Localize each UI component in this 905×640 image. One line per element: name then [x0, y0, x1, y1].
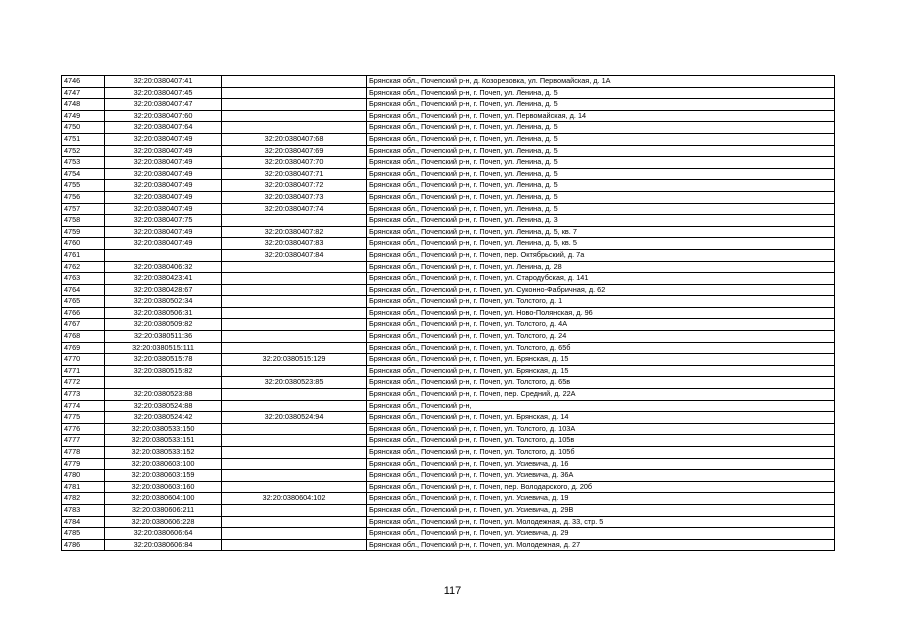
- row-number-cell: 4753: [62, 157, 105, 169]
- cadastral-number-cell: 32:20:0380407:64: [105, 122, 222, 134]
- cadastral-number-cell: 32:20:0380533:151: [105, 435, 222, 447]
- parent-cadastral-number-cell: [222, 365, 367, 377]
- address-cell: Брянская обл., Почепский р-н, г. Почеп, ул. Суконно-Фабричная, д. 62: [367, 284, 835, 296]
- parent-cadastral-number-cell: [222, 481, 367, 493]
- row-number-cell: 4755: [62, 180, 105, 192]
- cadastral-number-cell: 32:20:0380428:67: [105, 284, 222, 296]
- parent-cadastral-number-cell: [222, 296, 367, 308]
- parent-cadastral-number-cell: 32:20:0380407:72: [222, 180, 367, 192]
- row-number-cell: 4751: [62, 133, 105, 145]
- cadastral-number-cell: 32:20:0380511:36: [105, 331, 222, 343]
- row-number-cell: 4759: [62, 226, 105, 238]
- table-row: [62, 87, 835, 99]
- row-number-cell: 4777: [62, 435, 105, 447]
- table-row: [62, 168, 835, 180]
- row-number-cell: 4778: [62, 447, 105, 459]
- table-row: [62, 99, 835, 111]
- table-row: [62, 447, 835, 459]
- address-cell: Брянская обл., Почепский р-н, г. Почеп, ул. Молодежная, д. 27: [367, 539, 835, 551]
- row-number-cell: 4747: [62, 87, 105, 99]
- address-cell: Брянская обл., Почепский р-н, д. Козорезовка, ул. Первомайская, д. 1А: [367, 76, 835, 88]
- table-row: [62, 435, 835, 447]
- cadastral-number-cell: 32:20:0380423:41: [105, 273, 222, 285]
- address-cell: Брянская обл., Почепский р-н, г. Почеп, ул. Ленина, д. 5: [367, 191, 835, 203]
- address-cell: Брянская обл., Почепский р-н, г. Почеп, ул. Усиевича, д. 29: [367, 528, 835, 540]
- address-cell: Брянская обл., Почепский р-н, г. Почеп, ул. Толстого, д. 24: [367, 331, 835, 343]
- parent-cadastral-number-cell: [222, 87, 367, 99]
- table-row: [62, 365, 835, 377]
- table-row: [62, 307, 835, 319]
- parent-cadastral-number-cell: 32:20:0380407:82: [222, 226, 367, 238]
- cadastral-number-cell: 32:20:0380606:84: [105, 539, 222, 551]
- address-cell: Брянская обл., Почепский р-н, г. Почеп, ул. Толстого, д. 65в: [367, 377, 835, 389]
- cadastral-number-cell: 32:20:0380515:82: [105, 365, 222, 377]
- parent-cadastral-number-cell: [222, 539, 367, 551]
- row-number-cell: 4754: [62, 168, 105, 180]
- row-number-cell: 4757: [62, 203, 105, 215]
- parent-cadastral-number-cell: 32:20:0380407:74: [222, 203, 367, 215]
- table-row: [62, 539, 835, 551]
- parent-cadastral-number-cell: [222, 516, 367, 528]
- cadastral-number-cell: 32:20:0380502:34: [105, 296, 222, 308]
- address-cell: Брянская обл., Почепский р-н, г. Почеп, ул. Толстого, д. 1: [367, 296, 835, 308]
- table-row: [62, 423, 835, 435]
- parent-cadastral-number-cell: 32:20:0380407:83: [222, 238, 367, 250]
- address-cell: Брянская обл., Почепский р-н, г. Почеп, ул. Ленина, д. 3: [367, 215, 835, 227]
- row-number-cell: 4758: [62, 215, 105, 227]
- table-row: [62, 284, 835, 296]
- table-row: [62, 261, 835, 273]
- cadastral-number-cell: 32:20:0380407:49: [105, 168, 222, 180]
- row-number-cell: 4767: [62, 319, 105, 331]
- address-cell: Брянская обл., Почепский р-н, г. Почеп, ул. Стародубская, д. 141: [367, 273, 835, 285]
- cadastral-number-cell: 32:20:0380524:88: [105, 400, 222, 412]
- parent-cadastral-number-cell: 32:20:0380524:94: [222, 412, 367, 424]
- table-row: [62, 296, 835, 308]
- table-row: [62, 342, 835, 354]
- address-cell: Брянская обл., Почепский р-н, г. Почеп, ул. Усиевича, д. 16: [367, 458, 835, 470]
- address-cell: Брянская обл., Почепский р-н, г. Почеп, ул. Ново-Полянская, д. 96: [367, 307, 835, 319]
- row-number-cell: 4746: [62, 76, 105, 88]
- row-number-cell: 4772: [62, 377, 105, 389]
- cadastral-number-cell: 32:20:0380515:111: [105, 342, 222, 354]
- row-number-cell: 4761: [62, 249, 105, 261]
- parent-cadastral-number-cell: [222, 447, 367, 459]
- cadastral-number-cell: 32:20:0380407:75: [105, 215, 222, 227]
- table-row: [62, 412, 835, 424]
- parent-cadastral-number-cell: [222, 307, 367, 319]
- row-number-cell: 4762: [62, 261, 105, 273]
- table-row: [62, 493, 835, 505]
- table-row: [62, 273, 835, 285]
- address-cell: Брянская обл., Почепский р-н, г. Почеп, ул. Ленина, д. 5, кв. 7: [367, 226, 835, 238]
- parent-cadastral-number-cell: [222, 99, 367, 111]
- cadastral-number-cell: 32:20:0380407:41: [105, 76, 222, 88]
- row-number-cell: 4763: [62, 273, 105, 285]
- table-row: [62, 528, 835, 540]
- table-row: [62, 203, 835, 215]
- cadastral-number-cell: 32:20:0380524:42: [105, 412, 222, 424]
- parent-cadastral-number-cell: [222, 110, 367, 122]
- table-row: [62, 133, 835, 145]
- cadastral-number-cell: 32:20:0380407:47: [105, 99, 222, 111]
- address-cell: Брянская обл., Почепский р-н, г. Почеп, ул. Ленина, д. 5: [367, 87, 835, 99]
- row-number-cell: 4783: [62, 504, 105, 516]
- cadastral-number-cell: 32:20:0380606:228: [105, 516, 222, 528]
- address-cell: Брянская обл., Почепский р-н, г. Почеп, ул. Усиевича, д. 19: [367, 493, 835, 505]
- parent-cadastral-number-cell: [222, 400, 367, 412]
- table-row: [62, 331, 835, 343]
- row-number-cell: 4770: [62, 354, 105, 366]
- parent-cadastral-number-cell: [222, 273, 367, 285]
- table-row: [62, 238, 835, 250]
- cadastral-number-cell: 32:20:0380603:160: [105, 481, 222, 493]
- table-row: [62, 470, 835, 482]
- row-number-cell: 4764: [62, 284, 105, 296]
- parent-cadastral-number-cell: 32:20:0380407:73: [222, 191, 367, 203]
- parent-cadastral-number-cell: [222, 284, 367, 296]
- parent-cadastral-number-cell: [222, 389, 367, 401]
- table-row: [62, 157, 835, 169]
- row-number-cell: 4786: [62, 539, 105, 551]
- address-cell: Брянская обл., Почепский р-н, г. Почеп, ул. Ленина, д. 5: [367, 122, 835, 134]
- address-cell: Брянская обл., Почепский р-н, г. Почеп, ул. Усиевича, д. 29В: [367, 504, 835, 516]
- address-cell: Брянская обл., Почепский р-н, г. Почеп, ул. Брянская, д. 15: [367, 365, 835, 377]
- row-number-cell: 4782: [62, 493, 105, 505]
- cadastral-number-cell: [105, 377, 222, 389]
- parent-cadastral-number-cell: [222, 215, 367, 227]
- address-cell: Брянская обл., Почепский р-н, г. Почеп, ул. Толстого, д. 103А: [367, 423, 835, 435]
- cadastral-number-cell: 32:20:0380407:60: [105, 110, 222, 122]
- cadastral-number-cell: [105, 249, 222, 261]
- parent-cadastral-number-cell: 32:20:0380523:85: [222, 377, 367, 389]
- parent-cadastral-number-cell: [222, 331, 367, 343]
- table-row: [62, 389, 835, 401]
- address-cell: Брянская обл., Почепский р-н, г. Почеп, ул. Толстого, д. 65б: [367, 342, 835, 354]
- row-number-cell: 4756: [62, 191, 105, 203]
- row-number-cell: 4749: [62, 110, 105, 122]
- table-row: [62, 354, 835, 366]
- address-cell: Брянская обл., Почепский р-н, г. Почеп, ул. Молодежная, д. 33, стр. 5: [367, 516, 835, 528]
- parent-cadastral-number-cell: 32:20:0380407:69: [222, 145, 367, 157]
- table-row: [62, 145, 835, 157]
- row-number-cell: 4775: [62, 412, 105, 424]
- table-row: [62, 377, 835, 389]
- address-cell: Брянская обл., Почепский р-н, г. Почеп, ул. Ленина, д. 5: [367, 145, 835, 157]
- row-number-cell: 4784: [62, 516, 105, 528]
- address-cell: Брянская обл., Почепский р-н, г. Почеп, пер. Володарского, д. 20б: [367, 481, 835, 493]
- document-page: [61, 75, 834, 551]
- row-number-cell: 4773: [62, 389, 105, 401]
- page-number: 117: [443, 585, 462, 597]
- table-row: [62, 191, 835, 203]
- parent-cadastral-number-cell: [222, 122, 367, 134]
- row-number-cell: 4774: [62, 400, 105, 412]
- cadastral-number-cell: 32:20:0380407:49: [105, 203, 222, 215]
- row-number-cell: 4771: [62, 365, 105, 377]
- row-number-cell: 4780: [62, 470, 105, 482]
- address-cell: Брянская обл., Почепский р-н, г. Почеп, ул. Ленина, д. 5, кв. 5: [367, 238, 835, 250]
- address-cell: Брянская обл., Почепский р-н, г. Почеп, ул. Ленина, д. 5: [367, 203, 835, 215]
- parent-cadastral-number-cell: [222, 470, 367, 482]
- cadastral-number-cell: 32:20:0380407:49: [105, 145, 222, 157]
- cadastral-number-cell: 32:20:0380407:49: [105, 180, 222, 192]
- parent-cadastral-number-cell: [222, 423, 367, 435]
- cadastral-registry-table: [61, 75, 835, 551]
- cadastral-number-cell: 32:20:0380407:49: [105, 133, 222, 145]
- parent-cadastral-number-cell: [222, 319, 367, 331]
- parent-cadastral-number-cell: [222, 458, 367, 470]
- row-number-cell: 4750: [62, 122, 105, 134]
- address-cell: Брянская обл., Почепский р-н, г. Почеп, ул. Ленина, д. 28: [367, 261, 835, 273]
- cadastral-number-cell: 32:20:0380603:159: [105, 470, 222, 482]
- parent-cadastral-number-cell: [222, 76, 367, 88]
- parent-cadastral-number-cell: 32:20:0380407:84: [222, 249, 367, 261]
- table-row: [62, 110, 835, 122]
- row-number-cell: 4768: [62, 331, 105, 343]
- registry-table-body: [62, 76, 835, 551]
- table-row: [62, 76, 835, 88]
- cadastral-number-cell: 32:20:0380603:100: [105, 458, 222, 470]
- parent-cadastral-number-cell: 32:20:0380407:71: [222, 168, 367, 180]
- table-row: [62, 504, 835, 516]
- address-cell: Брянская обл., Почепский р-н, г. Почеп, ул. Брянская, д. 15: [367, 354, 835, 366]
- cadastral-number-cell: 32:20:0380523:88: [105, 389, 222, 401]
- cadastral-number-cell: 32:20:0380407:49: [105, 238, 222, 250]
- cadastral-number-cell: 32:20:0380606:64: [105, 528, 222, 540]
- row-number-cell: 4769: [62, 342, 105, 354]
- cadastral-number-cell: 32:20:0380604:100: [105, 493, 222, 505]
- address-cell: Брянская обл., Почепский р-н, г. Почеп, ул. Толстого, д. 105в: [367, 435, 835, 447]
- address-cell: Брянская обл., Почепский р-н, г. Почеп, ул. Ленина, д. 5: [367, 157, 835, 169]
- cadastral-number-cell: 32:20:0380533:152: [105, 447, 222, 459]
- address-cell: Брянская обл., Почепский р-н, г. Почеп, ул. Ленина, д. 5: [367, 99, 835, 111]
- table-row: [62, 400, 835, 412]
- address-cell: Брянская обл., Почепский р-н, г. Почеп, пер. Октябрьский, д. 7а: [367, 249, 835, 261]
- table-row: [62, 516, 835, 528]
- parent-cadastral-number-cell: [222, 261, 367, 273]
- row-number-cell: 4776: [62, 423, 105, 435]
- parent-cadastral-number-cell: 32:20:0380604:102: [222, 493, 367, 505]
- table-row: [62, 122, 835, 134]
- row-number-cell: 4781: [62, 481, 105, 493]
- row-number-cell: 4748: [62, 99, 105, 111]
- address-cell: Брянская обл., Почепский р-н,: [367, 400, 835, 412]
- address-cell: Брянская обл., Почепский р-н, г. Почеп, ул. Толстого, д. 105б: [367, 447, 835, 459]
- row-number-cell: 4752: [62, 145, 105, 157]
- row-number-cell: 4760: [62, 238, 105, 250]
- address-cell: Брянская обл., Почепский р-н, г. Почеп, ул. Ленина, д. 5: [367, 168, 835, 180]
- cadastral-number-cell: 32:20:0380509:82: [105, 319, 222, 331]
- parent-cadastral-number-cell: [222, 342, 367, 354]
- address-cell: Брянская обл., Почепский р-н, г. Почеп, ул. Брянская, д. 14: [367, 412, 835, 424]
- table-row: [62, 319, 835, 331]
- table-row: [62, 226, 835, 238]
- parent-cadastral-number-cell: 32:20:0380407:68: [222, 133, 367, 145]
- table-row: [62, 481, 835, 493]
- row-number-cell: 4765: [62, 296, 105, 308]
- parent-cadastral-number-cell: [222, 504, 367, 516]
- address-cell: Брянская обл., Почепский р-н, г. Почеп, ул. Толстого, д. 4А: [367, 319, 835, 331]
- table-row: [62, 458, 835, 470]
- parent-cadastral-number-cell: [222, 528, 367, 540]
- address-cell: Брянская обл., Почепский р-н, г. Почеп, ул. Ленина, д. 5: [367, 133, 835, 145]
- cadastral-number-cell: 32:20:0380407:49: [105, 157, 222, 169]
- table-row: [62, 180, 835, 192]
- cadastral-number-cell: 32:20:0380506:31: [105, 307, 222, 319]
- cadastral-number-cell: 32:20:0380606:211: [105, 504, 222, 516]
- table-row: [62, 215, 835, 227]
- row-number-cell: 4785: [62, 528, 105, 540]
- cadastral-number-cell: 32:20:0380407:49: [105, 226, 222, 238]
- parent-cadastral-number-cell: 32:20:0380515:129: [222, 354, 367, 366]
- parent-cadastral-number-cell: [222, 435, 367, 447]
- parent-cadastral-number-cell: 32:20:0380407:70: [222, 157, 367, 169]
- address-cell: Брянская обл., Почепский р-н, г. Почеп, пер. Средний, д. 22А: [367, 389, 835, 401]
- address-cell: Брянская обл., Почепский р-н, г. Почеп, ул. Первомайская, д. 14: [367, 110, 835, 122]
- address-cell: Брянская обл., Почепский р-н, г. Почеп, ул. Ленина, д. 5: [367, 180, 835, 192]
- table-row: [62, 249, 835, 261]
- row-number-cell: 4766: [62, 307, 105, 319]
- cadastral-number-cell: 32:20:0380406:32: [105, 261, 222, 273]
- cadastral-number-cell: 32:20:0380533:150: [105, 423, 222, 435]
- cadastral-number-cell: 32:20:0380515:78: [105, 354, 222, 366]
- address-cell: Брянская обл., Почепский р-н, г. Почеп, ул. Усиевича, д. 36А: [367, 470, 835, 482]
- row-number-cell: 4779: [62, 458, 105, 470]
- cadastral-number-cell: 32:20:0380407:45: [105, 87, 222, 99]
- cadastral-number-cell: 32:20:0380407:49: [105, 191, 222, 203]
